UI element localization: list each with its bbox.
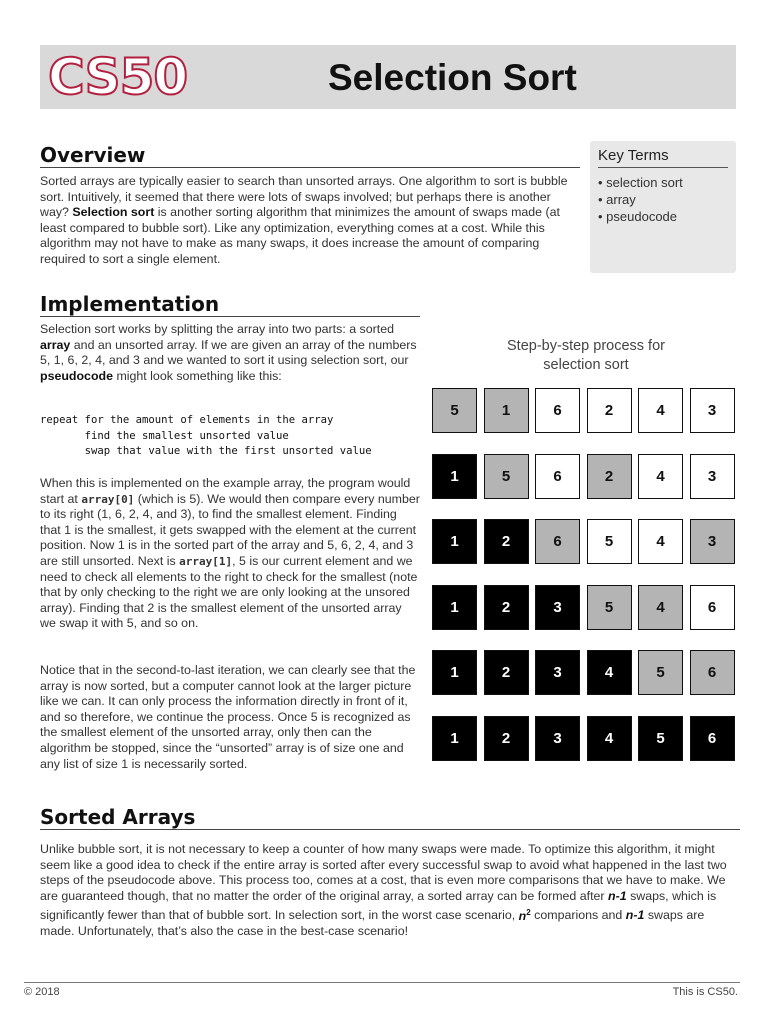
key-term-item: • selection sort: [598, 175, 683, 190]
array-cell: 2: [484, 716, 529, 761]
array-cell: 5: [484, 454, 529, 499]
selection-sort-term: Selection sort: [72, 205, 155, 220]
array-cell: 4: [638, 519, 683, 564]
array-cell: 3: [535, 716, 580, 761]
footer-tagline: This is CS50.: [672, 986, 738, 998]
array-cell: 5: [432, 388, 477, 433]
key-terms-title: Key Terms: [598, 147, 728, 168]
page-title: Selection Sort: [328, 57, 577, 98]
array-cell: 6: [535, 388, 580, 433]
array-cell: 2: [484, 585, 529, 630]
array-cell: 1: [432, 585, 477, 630]
array-cell: 5: [587, 585, 632, 630]
implementation-paragraph-1: Selection sort works by splitting the array into two parts: a sorted array and an unsorted array. If we are given an array of the numbers 5, 1, 6, 2, 4, and 3 and we wanted to sort it using selection sort, our pseudocode might look something like this:: [40, 322, 417, 383]
array-cell: 5: [587, 519, 632, 564]
array-cell: 2: [587, 388, 632, 433]
cs50-logo: CS50: [48, 48, 188, 106]
implementation-paragraph-2: When this is implemented on the example array, the program would start at array[0] (which is 5). We would then compare every number to its right (1, 6, 2, 4, and 3), to find the smallest element. Finding that 1 is the smallest, it gets swapped with the element at the current position. Now 1 is in the sorted part of the array and 5, 6, 2, 4, and 3 are still unsorted. Next is array[1], 5 is our current element and we need to check all elements to the right to check for the smallest (note that by only checking to the right we are only looking at the unsored array). Finding that 2 is the smallest element of the unsorted array we swap it with 5, and so on.: [40, 476, 420, 631]
footer-copyright: © 2018: [24, 986, 60, 998]
array-cell: 4: [587, 650, 632, 695]
key-term-item: • pseudocode: [598, 209, 678, 224]
array-cell: 3: [690, 519, 735, 564]
implementation-paragraph-3: Notice that in the second-to-last iteration, we can clearly see that the array is now sorted, but a computer cannot look at the larger picture like we can. It can only process the information directly in front of it, and so therefore, we continue the process. Once 5 is recognized as the smallest element of the unsorted array, only then can the algorithm be stopped, since the “unsorted” array is of size one and any list of size 1 is necessarily sorted.: [40, 663, 416, 771]
array-cell: 1: [432, 519, 477, 564]
array-cell: 4: [638, 454, 683, 499]
array-cell: 3: [535, 650, 580, 695]
key-terms-box: [590, 141, 736, 273]
key-terms-list: [598, 174, 728, 225]
array-cell: 4: [638, 388, 683, 433]
array-cell: 4: [587, 716, 632, 761]
implementation-heading: Implementation: [40, 292, 420, 317]
array-cell: 4: [638, 585, 683, 630]
array-cell: 1: [432, 650, 477, 695]
array-cell: 6: [690, 650, 735, 695]
overview-heading: Overview: [40, 143, 580, 168]
array-cell: 2: [587, 454, 632, 499]
array-cell: 2: [484, 519, 529, 564]
array-cell: 1: [484, 388, 529, 433]
array-cell: 6: [535, 454, 580, 499]
sorted-arrays-heading: Sorted Arrays: [40, 805, 740, 830]
array-cell: 3: [690, 454, 735, 499]
array-cell: 3: [535, 585, 580, 630]
array-cell: 2: [484, 650, 529, 695]
sorted-arrays-paragraph: Unlike bubble sort, it is not necessary to keep a counter of how many swaps were made. To optimize this algorithm, it might seem like a good idea to check if the entire array is sorted after every successful swap to avoid what happened in the last two steps of the pseudocode above. This process too, comes at a cost, that is even more comparisons that we have to make. We are guaranteed though, that no matter the order of the original array, a sorted array can be formed after n-1 swaps, which is significantly fewer than that of bubble sort. In selection sort, in the worst case scenario, $n^2$ comparions and n-1 swaps are made. Unfortunately, that’s also the case in the best-case scenario!: [40, 842, 727, 939]
diagram-caption: Step-by-step process for selection sort: [507, 338, 665, 373]
footer-divider: [24, 982, 740, 983]
key-term-item: • array: [598, 192, 636, 207]
array-cell: 3: [690, 388, 735, 433]
page-header: [40, 45, 736, 109]
array-cell: 5: [638, 650, 683, 695]
array-cell: 1: [432, 716, 477, 761]
overview-paragraph: Sorted arrays are typically easier to search than unsorted arrays. One algorithm to sort is bubble sort. Intuitively, it seemed that there were lots of swaps involved; but perhaps there is another way? Selection sort is another sorting algorithm that minimizes the amount of swaps made (at least compared to bubble sort). Like any optimization, everything comes at a cost. While this algorithm may not have to make as many swaps, it does increase the amount of comparing required to sort a single element.: [40, 174, 568, 266]
array-cell: 6: [535, 519, 580, 564]
array-cell: 5: [638, 716, 683, 761]
array-cell: 6: [690, 716, 735, 761]
array-cell: 1: [432, 454, 477, 499]
pseudocode-block: repeat for the amount of elements in the array find the smallest unsorted value swap that value with the first unsorted value: [40, 414, 372, 457]
array-cell: 6: [690, 585, 735, 630]
